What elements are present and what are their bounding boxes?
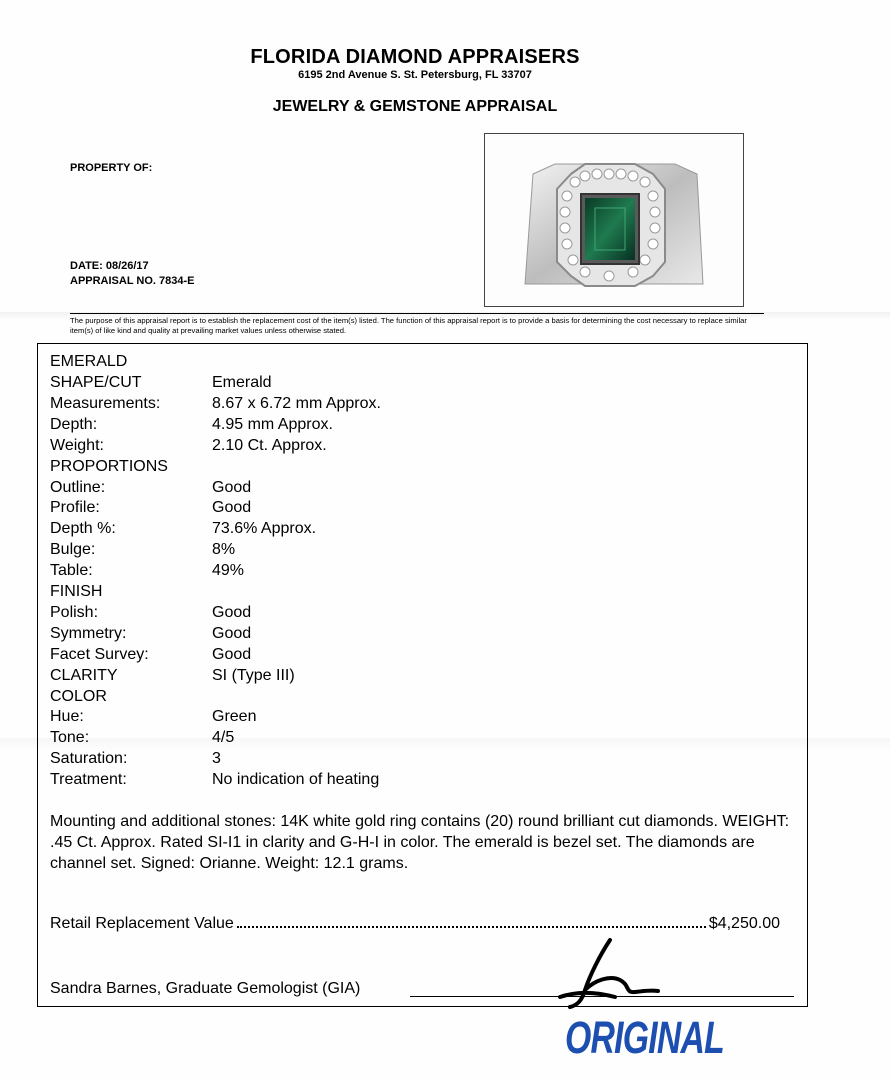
- attribute-value: 8.67 x 6.72 mm Approx.: [212, 395, 381, 412]
- retail-value-row: [50, 915, 780, 933]
- attribute-label: CLARITY: [50, 667, 118, 684]
- attribute-value: Emerald: [212, 374, 272, 391]
- gemologist-name: Sandra Barnes, Graduate Gemologist (GIA): [50, 980, 361, 997]
- mounting-description: Mounting and additional stones: 14K white gold ring contains (20) round brilliant cut diamonds. WEIGHT: .45 Ct. Approx. Rated SI-I1 in clarity and G-H-I in color. The emerald is bezel set. The diamonds are channel set. Signed: Orianne. Weight: 12.1 grams.: [50, 813, 790, 872]
- attribute-label: Measurements:: [50, 395, 161, 412]
- attribute-label: Facet Survey:: [50, 646, 149, 663]
- attribute-label: Weight:: [50, 437, 104, 454]
- document-title: JEWELRY & GEMSTONE APPRAISAL: [272, 98, 558, 115]
- ring-illustration: [485, 134, 743, 306]
- attribute-value: No indication of heating: [212, 771, 380, 788]
- attribute-value: Good: [212, 479, 252, 496]
- ring-photo: [484, 133, 744, 307]
- attribute-label: Symmetry:: [50, 625, 127, 642]
- attribute-value: 4/5: [212, 729, 235, 746]
- attribute-value: 8%: [212, 541, 236, 558]
- attribute-label: Depth %:: [50, 520, 116, 537]
- attribute-label: Treatment:: [50, 771, 127, 788]
- attribute-label: Saturation:: [50, 750, 128, 767]
- attribute-value: 3: [212, 750, 221, 767]
- attribute-label: Polish:: [50, 604, 99, 621]
- attribute-value: Good: [212, 646, 252, 663]
- attribute-label: COLOR: [50, 688, 107, 705]
- attribute-label: Tone:: [50, 729, 90, 746]
- attribute-value: 73.6% Approx.: [212, 520, 317, 537]
- attribute-value: Good: [212, 625, 252, 642]
- attribute-label: Hue:: [50, 708, 84, 725]
- gem-heading: EMERALD: [50, 353, 128, 370]
- attribute-label: FINISH: [50, 583, 103, 600]
- attribute-label: Bulge:: [50, 541, 96, 558]
- company-address: 6195 2nd Avenue S. St. Petersburg, FL 33707: [298, 69, 532, 81]
- attribute-label: SHAPE/CUT: [50, 374, 142, 391]
- handwritten-signature: [540, 935, 660, 1015]
- attribute-value: Green: [212, 708, 257, 725]
- retail-label: Retail Replacement Value: [50, 915, 234, 932]
- attribute-value: Good: [212, 604, 252, 621]
- attribute-value: 2.10 Ct. Approx.: [212, 437, 327, 454]
- attribute-value: 4.95 mm Approx.: [212, 416, 333, 433]
- dot-leader: [237, 926, 706, 928]
- retail-value: $4,250.00: [708, 915, 780, 932]
- attribute-label: PROPORTIONS: [50, 458, 168, 475]
- attribute-value: Good: [212, 499, 252, 516]
- disclaimer-text: The purpose of this appraisal report is to establish the replacement cost of the item(s) listed. The function of this appraisal report is to provide a basis for determining the cost necessary to replace similar item(s) of like kind and quality at prevailing market values unless otherwise stated.: [70, 316, 747, 335]
- property-of-label: PROPERTY OF:: [70, 162, 153, 174]
- attribute-value: SI (Type III): [212, 667, 295, 684]
- report-box: [37, 343, 808, 1007]
- attribute-label: Table:: [50, 562, 93, 579]
- appraisal-number: APPRAISAL NO. 7834-E: [70, 275, 195, 287]
- company-name: FLORIDA DIAMOND APPRAISERS: [250, 46, 580, 68]
- attribute-label: Profile:: [50, 499, 100, 516]
- appraisal-date: DATE: 08/26/17: [70, 260, 149, 272]
- attribute-label: Outline:: [50, 479, 106, 496]
- attribute-label: Depth:: [50, 416, 98, 433]
- attribute-value: 49%: [212, 562, 245, 579]
- divider: [70, 313, 764, 314]
- original-stamp: ORIGINAL: [565, 1012, 724, 1063]
